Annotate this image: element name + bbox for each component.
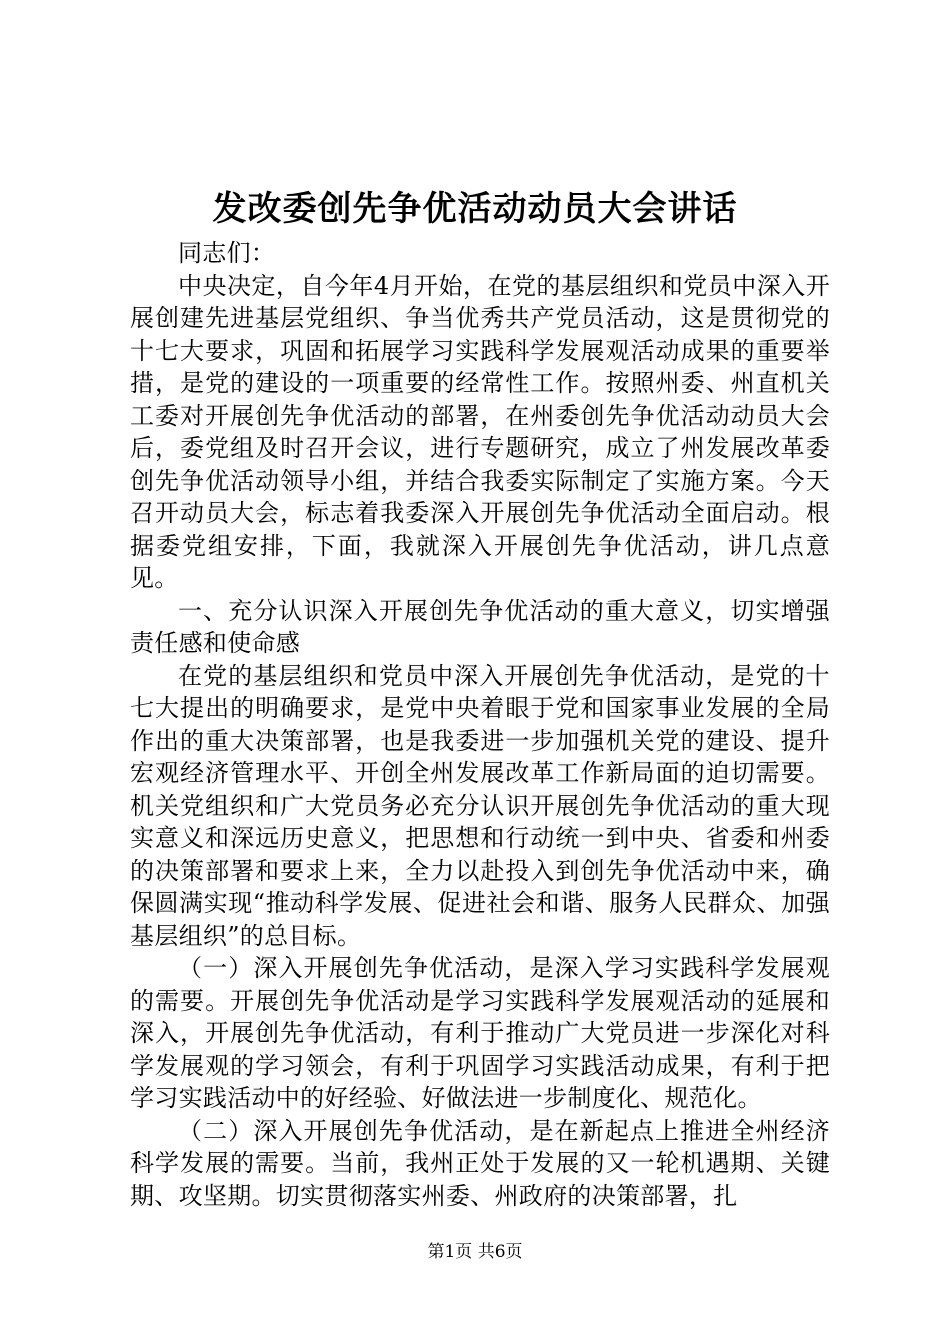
body-paragraph: 在党的基层组织和党员中深入开展创先争优活动，是党的十七大提出的明确要求，是党中央着眼于党和国家事业发展的全局作出的重大决策部署，也是我委进一步加强机关党的建设、提升宏观经济管理水平、开创全州发展改革工作新局面的迫切需要。机关党组织和广大党员务必充分认识开展创先争优活动的重大现实意义和深远历史意义，把思想和行动统一到中央、省委和州委的决策部署和要求上来，全力以赴投入到创先争优活动中来，确保圆满实现“推动科学发展、促进社会和谐、服务人民群众、加强基层组织”的总目标。 <box>130 661 830 950</box>
body-paragraph: 中央决定，自今年4月开始，在党的基层组织和党员中深入开展创建先进基层党组织、争当优秀共产党员活动，这是贯彻党的十七大要求，巩固和拓展学习实践科学发展观活动成果的重要举措，是党的建设的一项重要的经常性工作。按照州委、州直机关工委对开展创先争优活动的部署，在州委创先争优活动动员大会后，委党组及时召开会议，进行专题研究，成立了州发展改革委创先争优活动领导小组，并结合我委实际制定了实施方案。今天召开动员大会，标志着我委深入开展创先争优活动全面启动。根据委党组安排，下面，我就深入开展创先争优活动，讲几点意见。 <box>130 271 830 592</box>
salutation-paragraph: 同志们： <box>178 239 276 267</box>
document-body <box>130 237 830 1212</box>
body-paragraph: （一）深入开展创先争优活动，是深入学习实践科学发展观的需要。开展创先争优活动是学习实践科学发展观活动的延展和深入，开展创先争优活动，有利于推动广大党员进一步深化对科学发展观的学习领会，有利于巩固学习实践活动成果，有利于把学习实践活动中的好经验、好做法进一步制度化、规范化。 <box>130 954 830 1112</box>
document-title: 发改委创先争优活动动员大会讲话 <box>212 189 738 229</box>
body-paragraph: （二）深入开展创先争优活动，是在新起点上推进全州经济科学发展的需要。当前，我州正处于发展的又一轮机遇期、关键期、攻坚期。切实贯彻落实州委、州政府的决策部署，扎 <box>130 1116 830 1210</box>
section-heading-paragraph: 一、充分认识深入开展创先争优活动的重大意义，切实增强责任感和使命感 <box>130 596 830 657</box>
page-number-label: 第1页 共6页 <box>427 1242 523 1262</box>
page-footer <box>0 1240 950 1264</box>
